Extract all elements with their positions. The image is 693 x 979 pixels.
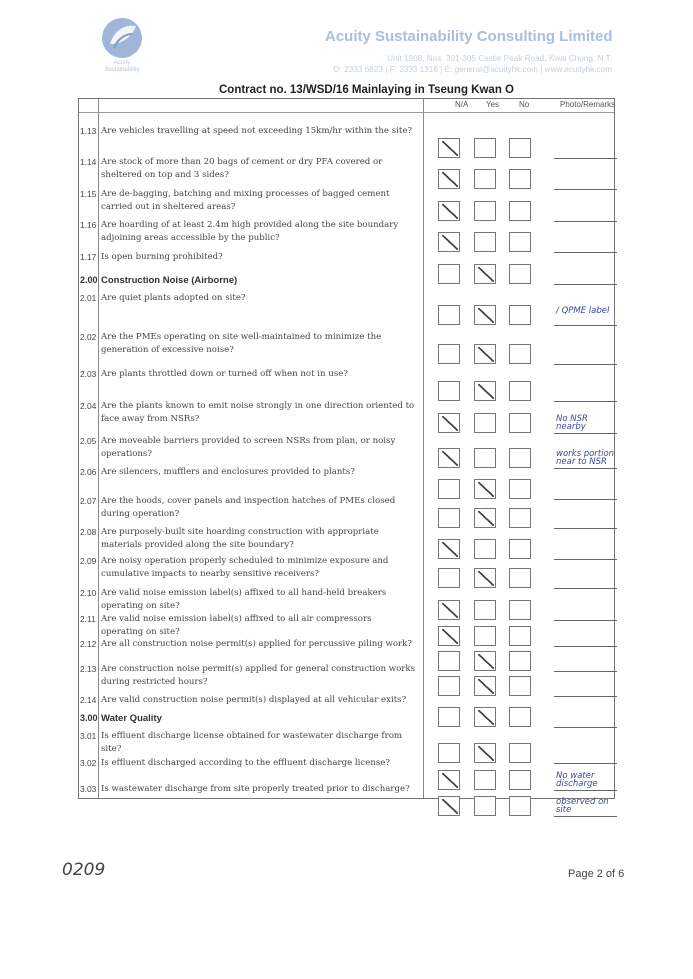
remarks-line: [554, 499, 617, 500]
question-text: Are de-bagging, batching and mixing processes of bagged cement carried out in sheltered areas?: [101, 189, 390, 212]
question-text: Is wastewater discharge from site properly treated prior to discharge?: [101, 784, 410, 794]
header-divider: [79, 112, 614, 113]
checkbox-no[interactable]: [509, 770, 531, 790]
item-number: 1.14: [80, 157, 97, 167]
checkbox-na[interactable]: [438, 600, 460, 620]
remarks-line: [554, 671, 617, 672]
item-number: 2.08: [80, 527, 97, 537]
checkbox-na[interactable]: [438, 568, 460, 588]
question-column-divider: [423, 99, 424, 798]
checkbox-yes[interactable]: [474, 413, 496, 433]
remarks-line: [554, 816, 617, 817]
logo-caption-1: Acuity: [113, 60, 131, 66]
checkbox-na[interactable]: [438, 743, 460, 763]
num-column-divider: [98, 99, 99, 798]
question-text: Are vehicles travelling at speed not exceeding 15km/hr within the site?: [101, 126, 413, 136]
item-number: 3.03: [80, 784, 97, 794]
question-text: Are stock of more than 20 bags of cement or dry PFA covered or sheltered on top and 3 sides?: [101, 157, 383, 180]
leaf-logo-icon: [96, 14, 148, 60]
item-number: 3.02: [80, 758, 97, 768]
remarks-line: [554, 727, 617, 728]
company-name: Acuity Sustainability Consulting Limited: [325, 28, 613, 45]
handwritten-remark: works portion near to NSR: [556, 449, 615, 467]
checkbox-na[interactable]: [438, 626, 460, 646]
checkbox-no[interactable]: [509, 676, 531, 696]
checkbox-na[interactable]: [438, 707, 460, 727]
checkbox-no[interactable]: [509, 232, 531, 252]
checkbox-no[interactable]: [509, 600, 531, 620]
checkbox-yes[interactable]: [474, 651, 496, 671]
section-number: 3.00: [80, 713, 98, 723]
checkbox-yes[interactable]: [474, 344, 496, 364]
company-address: [262, 53, 612, 75]
checkbox-no[interactable]: [509, 344, 531, 364]
checkbox-na[interactable]: [438, 138, 460, 158]
question-text: Are moveable barriers provided to screen NSRs from plan, or noisy operations?: [101, 436, 396, 459]
checkbox-yes[interactable]: [474, 600, 496, 620]
checkbox-na[interactable]: [438, 539, 460, 559]
remarks-line: [554, 284, 617, 285]
checkbox-na[interactable]: [438, 770, 460, 790]
handwritten-remark: No NSR nearby: [556, 414, 588, 432]
handwritten-remark: No water discharge: [556, 771, 598, 789]
checkbox-no[interactable]: [509, 381, 531, 401]
remarks-line: [554, 468, 617, 469]
checkbox-yes[interactable]: [474, 448, 496, 468]
section-title: Water Quality: [101, 713, 162, 724]
document-title: Contract no. 13/WSD/16 Mainlaying in Tseung Kwan O: [219, 84, 514, 96]
remarks-line: [554, 433, 617, 434]
checkbox-no[interactable]: [509, 568, 531, 588]
checkbox-na[interactable]: [438, 305, 460, 325]
checkbox-yes[interactable]: [474, 796, 496, 816]
remarks-line: [554, 325, 617, 326]
question-text: Are hoarding of at least 2.4m high provided along the site boundary adjoining areas accessible by the public?: [101, 220, 399, 243]
item-number: 1.15: [80, 189, 97, 199]
checkbox-no[interactable]: [509, 413, 531, 433]
checkbox-no[interactable]: [509, 796, 531, 816]
checkbox-yes[interactable]: [474, 479, 496, 499]
checkbox-no[interactable]: [509, 539, 531, 559]
checkbox-na[interactable]: [438, 676, 460, 696]
section-title: Construction Noise (Airborne): [101, 275, 238, 286]
remarks-line: [554, 158, 617, 159]
checkbox-no[interactable]: [509, 448, 531, 468]
item-number: 2.10: [80, 588, 97, 598]
checkbox-no[interactable]: [509, 508, 531, 528]
question-text: Are construction noise permit(s) applied for general construction works during restricted hours?: [101, 664, 415, 687]
remarks-line: [554, 696, 617, 697]
company-logo: [96, 14, 148, 74]
checkbox-no[interactable]: [509, 743, 531, 763]
checkbox-na[interactable]: [438, 448, 460, 468]
item-number: 2.14: [80, 695, 97, 705]
item-number: 2.01: [80, 293, 97, 303]
checkbox-no[interactable]: [509, 169, 531, 189]
checkbox-no[interactable]: [509, 707, 531, 727]
question-text: Are valid construction noise permit(s) displayed at all vehicular exits?: [101, 695, 407, 705]
question-text: Are quiet plants adopted on site?: [101, 293, 246, 303]
item-number: 2.03: [80, 369, 97, 379]
checkbox-yes[interactable]: [474, 264, 496, 284]
checkbox-yes[interactable]: [474, 169, 496, 189]
checkbox-yes[interactable]: [474, 743, 496, 763]
item-number: 3.01: [80, 731, 97, 741]
checkbox-na[interactable]: [438, 344, 460, 364]
checkbox-na[interactable]: [438, 381, 460, 401]
item-number: 1.13: [80, 126, 97, 136]
remarks-line: [554, 620, 617, 621]
item-number: 2.06: [80, 467, 97, 477]
checkbox-na[interactable]: [438, 479, 460, 499]
remarks-line: [554, 252, 617, 253]
checkbox-yes[interactable]: [474, 626, 496, 646]
checkbox-yes[interactable]: [474, 305, 496, 325]
col-header-yes: Yes: [486, 100, 500, 109]
remarks-line: [554, 790, 617, 791]
checkbox-yes[interactable]: [474, 138, 496, 158]
checkbox-no[interactable]: [509, 626, 531, 646]
checkbox-no[interactable]: [509, 479, 531, 499]
letterhead: [0, 0, 693, 90]
handwritten-remark: / QPME label: [556, 306, 610, 316]
checkbox-yes[interactable]: [474, 568, 496, 588]
checkbox-yes[interactable]: [474, 770, 496, 790]
item-number: 1.17: [80, 252, 97, 262]
item-number: 2.04: [80, 401, 97, 411]
section-number: 2.00: [80, 275, 98, 285]
checkbox-na[interactable]: [438, 201, 460, 221]
item-number: 2.12: [80, 639, 97, 649]
question-text: Are valid noise emission label(s) affixed to all air compressors operating on site?: [101, 614, 372, 637]
address-line-1: Unit 1908, Nos. 301-305 Castle Peak Road, Kwai Chung, N.T.: [387, 54, 612, 63]
col-header-na: N/A: [455, 100, 469, 109]
question-text: Are silencers, mufflers and enclosures provided to plants?: [101, 467, 355, 477]
remarks-line: [554, 221, 617, 222]
remarks-line: [554, 646, 617, 647]
remarks-line: [554, 189, 617, 190]
handwritten-remark: observed on site: [556, 797, 609, 815]
item-number: 2.09: [80, 556, 97, 566]
question-text: Are noisy operation properly scheduled to minimize exposure and cumulative impacts to nearby sensitive receivers?: [101, 556, 389, 579]
checkbox-no[interactable]: [509, 305, 531, 325]
col-header-remarks: Photo/Remarks: [560, 100, 616, 109]
item-number: 2.02: [80, 332, 97, 342]
checkbox-yes[interactable]: [474, 201, 496, 221]
item-number: 1.16: [80, 220, 97, 230]
question-text: Are the hoods, cover panels and inspection hatches of PMEs closed during operation?: [101, 496, 396, 519]
question-text: Are the plants known to emit noise strongly in one direction oriented to face away from NSRs?: [101, 401, 415, 424]
checkbox-na[interactable]: [438, 232, 460, 252]
checkbox-yes[interactable]: [474, 508, 496, 528]
checkbox-no[interactable]: [509, 264, 531, 284]
item-number: 2.13: [80, 664, 97, 674]
item-number: 2.07: [80, 496, 97, 506]
page-number: Page 2 of 6: [568, 868, 625, 880]
checkbox-yes[interactable]: [474, 707, 496, 727]
checkbox-yes[interactable]: [474, 676, 496, 696]
question-text: Is open burning prohibited?: [101, 252, 223, 262]
remarks-line: [554, 559, 617, 560]
checkbox-yes[interactable]: [474, 539, 496, 559]
checkbox-na[interactable]: [438, 413, 460, 433]
item-number: 2.11: [80, 614, 96, 624]
question-text: Is effluent discharged according to the effluent discharge license?: [101, 758, 390, 768]
checkbox-yes[interactable]: [474, 381, 496, 401]
checkbox-yes[interactable]: [474, 232, 496, 252]
remarks-line: [554, 528, 617, 529]
remarks-line: [554, 588, 617, 589]
col-header-no: No: [519, 100, 530, 109]
address-line-2: O: 2333 6823 | F: 2333 1316 | E: general@acuityhk.com | www.acuityhk.com: [333, 65, 612, 74]
question-text: Is effluent discharge license obtained for wastewater discharge from site?: [101, 731, 403, 754]
question-text: Are plants throttled down or turned off when not in use?: [101, 369, 348, 379]
item-number: 2.05: [80, 436, 97, 446]
question-text: Are valid noise emission label(s) affixed to all hand-held breakers operating on site?: [101, 588, 387, 611]
remarks-line: [554, 401, 617, 402]
checkbox-no[interactable]: [509, 651, 531, 671]
checkbox-na[interactable]: [438, 796, 460, 816]
checkbox-no[interactable]: [509, 201, 531, 221]
checkbox-na[interactable]: [438, 169, 460, 189]
checkbox-no[interactable]: [509, 138, 531, 158]
checkbox-na[interactable]: [438, 264, 460, 284]
question-text: Are purposely-built site hoarding construction with appropriate materials provided along the site boundary?: [101, 527, 379, 550]
checkbox-na[interactable]: [438, 651, 460, 671]
checklist-table: [78, 98, 616, 815]
handwritten-signature: 0209: [62, 860, 106, 880]
question-text: Are the PMEs operating on site well-maintained to minimize the generation of excessive noise?: [101, 332, 382, 355]
remarks-line: [554, 763, 617, 764]
checkbox-na[interactable]: [438, 508, 460, 528]
logo-caption-2: Sustainability: [104, 67, 140, 73]
question-text: Are all construction noise permit(s) applied for percussive piling work?: [101, 639, 412, 649]
remarks-line: [554, 364, 617, 365]
